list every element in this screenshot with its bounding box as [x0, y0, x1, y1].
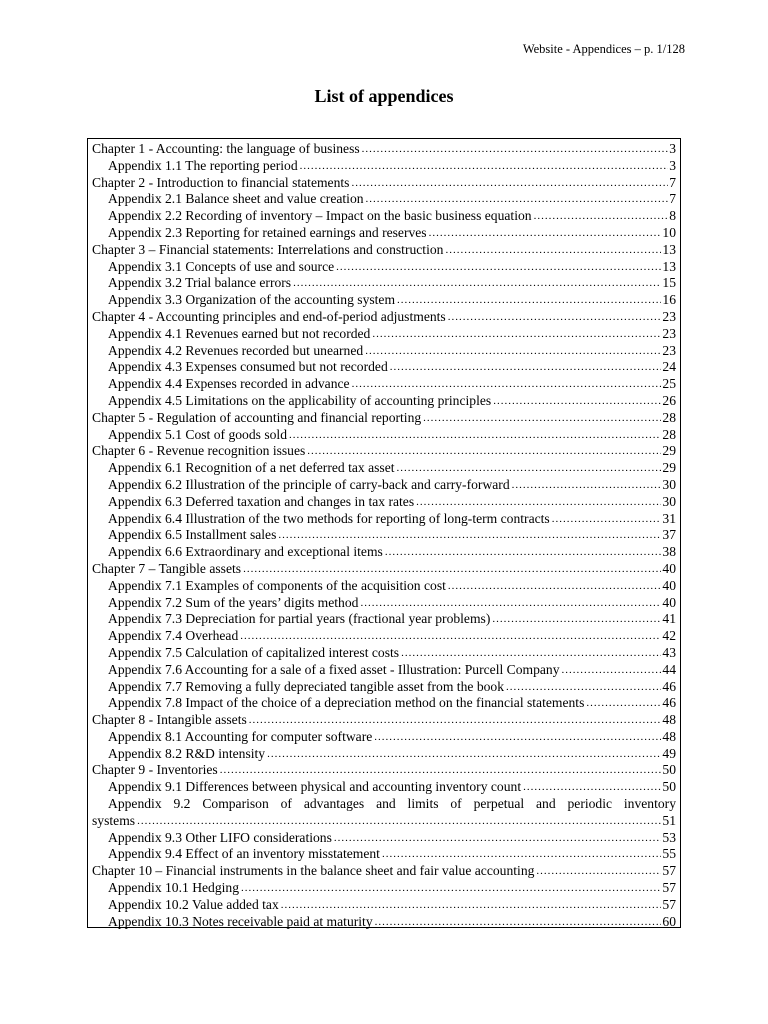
toc-entry-appendix[interactable] [92, 662, 676, 679]
dot-leader [512, 477, 662, 494]
dot-leader [448, 578, 662, 595]
toc-entry-label: Appendix 4.1 Revenues earned but not recorded [108, 325, 371, 341]
toc-page-number: 30 [662, 493, 676, 509]
toc-entry-label: Appendix 6.3 Deferred taxation and changes in tax rates [108, 493, 415, 509]
toc-entry-appendix[interactable] [92, 208, 676, 225]
toc-entry-label: Appendix 6.1 Recognition of a net deferred tax asset [108, 460, 395, 476]
toc-entry-appendix[interactable] [92, 460, 676, 477]
toc-entry-label: Chapter 7 – Tangible assets [92, 560, 242, 576]
toc-entry-label: Chapter 8 - Intangible assets [92, 712, 247, 728]
toc-entry-label: Appendix 7.6 Accounting for a sale of a fixed asset - Illustration: Purcell Company [108, 661, 560, 677]
dot-leader [562, 662, 662, 679]
toc-entry-chapter[interactable] [92, 309, 676, 326]
toc-page-number: 13 [662, 258, 676, 274]
toc-entry-appendix[interactable] [92, 846, 676, 863]
dot-leader [448, 309, 662, 326]
toc-page-number: 44 [662, 661, 676, 677]
toc-entry-label: Appendix 4.3 Expenses consumed but not recorded [108, 359, 388, 375]
toc-entry-label: Appendix 9.4 Effect of an inventory misstatement [108, 846, 380, 862]
toc-entry-appendix[interactable] [92, 544, 676, 561]
dot-leader [281, 897, 662, 914]
toc-entry-label: Appendix 3.2 Trial balance errors [108, 275, 292, 291]
toc-entry-label: Appendix 4.5 Limitations on the applicability of accounting principles [108, 392, 492, 408]
toc-page-number: 31 [662, 510, 676, 526]
toc-page-number: 40 [662, 577, 676, 593]
dot-leader [240, 628, 661, 645]
toc-entry-appendix[interactable] [92, 796, 676, 830]
toc-page-number: 23 [662, 325, 676, 341]
dot-leader [423, 410, 661, 427]
toc-page-number: 57 [662, 896, 676, 912]
toc-entry-appendix[interactable] [92, 158, 676, 175]
toc-page-number: 37 [662, 527, 676, 543]
toc-entry-label: Appendix 9.1 Differences between physical and accounting inventory count [108, 779, 522, 795]
dot-leader [493, 393, 661, 410]
toc-page-number: 3 [669, 157, 676, 173]
toc-entry-chapter[interactable] [92, 175, 676, 192]
dot-leader [351, 175, 668, 192]
dot-leader [307, 443, 661, 460]
toc-entry-appendix[interactable] [92, 427, 676, 444]
toc-page-number: 7 [669, 191, 676, 207]
toc-page-number: 23 [662, 342, 676, 358]
toc-entry-label: Appendix 2.2 Recording of inventory – Impact on the basic business equation [108, 208, 532, 224]
toc-entry-label: Appendix 6.2 Illustration of the principle of carry-back and carry-forward [108, 476, 510, 492]
dot-leader [523, 779, 661, 796]
toc-page-number: 50 [662, 762, 676, 778]
toc-entry-label: Appendix 7.1 Examples of components of the acquisition cost [108, 577, 446, 593]
toc-entry-label: Appendix 8.1 Accounting for computer software [108, 728, 373, 744]
toc-page-number: 10 [662, 224, 676, 240]
dot-leader [137, 813, 661, 830]
toc-page-number: 46 [662, 678, 676, 694]
toc-page-number: 40 [662, 594, 676, 610]
toc-entry-label: Appendix 6.6 Extraordinary and exceptional items [108, 544, 383, 560]
dot-leader [382, 846, 661, 863]
toc-page-number: 38 [662, 544, 676, 560]
toc-entry-chapter[interactable] [92, 242, 676, 259]
toc-entry-label: Appendix 9.2 Comparison of advantages and limits of perpetual and periodic inventory [108, 796, 676, 812]
dot-leader [267, 746, 661, 763]
toc-entry-appendix[interactable] [92, 679, 676, 696]
toc-page-number: 13 [662, 241, 676, 257]
toc-entry-chapter[interactable] [92, 141, 676, 158]
toc-entry-label: Appendix 1.1 The reporting period [108, 157, 298, 173]
dot-leader [397, 292, 661, 309]
toc-page-number: 29 [662, 443, 676, 459]
toc-entry-appendix[interactable] [92, 494, 676, 511]
toc-entry-appendix[interactable] [92, 779, 676, 796]
toc-entry-label: Appendix 7.3 Depreciation for partial years (fractional year problems) [108, 611, 491, 627]
dot-leader [362, 141, 669, 158]
dot-leader [390, 359, 662, 376]
toc-entry-appendix[interactable] [92, 527, 676, 544]
toc-page-number: 24 [662, 359, 676, 375]
toc-entry-appendix[interactable] [92, 628, 676, 645]
toc-entry-label: Appendix 4.4 Expenses recorded in advance [108, 376, 350, 392]
toc-page-number: 49 [662, 745, 676, 761]
toc-page-number: 40 [662, 560, 676, 576]
dot-leader [401, 645, 661, 662]
toc-page-number: 43 [662, 644, 676, 660]
dot-leader [552, 511, 662, 528]
dot-leader [243, 561, 661, 578]
toc-entry-appendix[interactable] [92, 225, 676, 242]
toc-page-number: 46 [662, 695, 676, 711]
toc-entry-label: Appendix 6.4 Illustration of the two methods for reporting of long-term contracts [108, 510, 550, 526]
toc-page-number: 60 [662, 913, 676, 929]
toc-entry-appendix[interactable] [92, 326, 676, 343]
toc-entry-label: Appendix 7.8 Impact of the choice of a depreciation method on the financial statements [108, 695, 585, 711]
toc-entry-label: Appendix 4.2 Revenues recorded but unearned [108, 342, 364, 358]
toc-entry-label: Appendix 2.3 Reporting for retained earnings and reserves [108, 224, 427, 240]
toc-entry-appendix[interactable] [92, 880, 676, 897]
toc-entry-label: Chapter 3 – Financial statements: Interrelations and construction [92, 241, 444, 257]
toc-entry-appendix[interactable] [92, 292, 676, 309]
dot-leader [375, 914, 662, 931]
toc-entry-appendix[interactable] [92, 914, 676, 931]
dot-leader [289, 427, 661, 444]
toc-entry-chapter[interactable] [92, 443, 676, 460]
dot-leader [429, 225, 662, 242]
toc-page-number: 15 [662, 275, 676, 291]
running-header: Website - Appendices – p. 1/128 [522, 42, 685, 56]
toc-entry-appendix[interactable] [92, 343, 676, 360]
toc-entry-label: Appendix 10.3 Notes receivable paid at maturity [108, 913, 373, 929]
dot-leader [366, 191, 669, 208]
toc-entry-label: Appendix 8.2 R&D intensity [108, 745, 266, 761]
toc-page-number: 8 [669, 208, 676, 224]
toc-entry-label: Chapter 9 - Inventories [92, 762, 218, 778]
toc-entry-label: Appendix 6.5 Installment sales [108, 527, 277, 543]
dot-leader [334, 830, 662, 847]
dot-leader [365, 343, 661, 360]
dot-leader [586, 695, 661, 712]
toc-page-number: 57 [662, 880, 676, 896]
dot-leader [293, 275, 661, 292]
toc-entry-label: Chapter 4 - Accounting principles and end-of-period adjustments [92, 308, 446, 324]
toc-page-number: 48 [662, 712, 676, 728]
dot-leader [374, 729, 661, 746]
toc-entry-appendix[interactable] [92, 897, 676, 914]
dot-leader [445, 242, 661, 259]
toc-entry-label: Appendix 3.1 Concepts of use and source [108, 258, 335, 274]
toc-entry-appendix[interactable] [92, 578, 676, 595]
toc-entry-appendix[interactable] [92, 611, 676, 628]
dot-leader [534, 208, 669, 225]
dot-leader [241, 880, 661, 897]
toc-entry-label: Chapter 1 - Accounting: the language of business [92, 141, 360, 156]
toc-entry-label: Appendix 5.1 Cost of goods sold [108, 426, 287, 442]
toc-page-number: 28 [662, 409, 676, 425]
toc-entry-chapter[interactable] [92, 410, 676, 427]
toc-page-number: 41 [662, 611, 676, 627]
toc-entry-label: Chapter 6 - Revenue recognition issues [92, 443, 306, 459]
toc-entry-chapter[interactable] [92, 561, 676, 578]
toc-entry-appendix[interactable] [92, 376, 676, 393]
toc-entry-label: Appendix 7.4 Overhead [108, 628, 239, 644]
dot-leader [336, 259, 661, 276]
toc-page-number: 30 [662, 476, 676, 492]
toc-page-number: 7 [669, 174, 676, 190]
toc-entry-appendix[interactable] [92, 191, 676, 208]
toc-entry-appendix[interactable] [92, 729, 676, 746]
toc-entry-label: Appendix 7.5 Calculation of capitalized interest costs [108, 644, 400, 660]
toc-entry-label-continued: systems [92, 812, 136, 828]
toc-entry-appendix[interactable] [92, 645, 676, 662]
toc-entry-appendix[interactable] [92, 359, 676, 376]
toc-entry-label: Appendix 9.3 Other LIFO considerations [108, 829, 332, 845]
toc-entry-appendix[interactable] [92, 511, 676, 528]
dot-leader [536, 863, 661, 880]
toc-page-number: 55 [662, 846, 676, 862]
toc-entry-label: Chapter 10 – Financial instruments in the balance sheet and fair value accounting [92, 863, 535, 879]
toc-page-number: 48 [662, 728, 676, 744]
toc-entry-label: Appendix 2.1 Balance sheet and value creation [108, 191, 364, 207]
dot-leader [300, 158, 669, 175]
toc-page-number: 51 [662, 812, 676, 828]
toc-entry-appendix[interactable] [92, 695, 676, 712]
table-of-contents [87, 138, 681, 928]
toc-page-number: 29 [662, 460, 676, 476]
toc-entry-appendix[interactable] [92, 393, 676, 410]
toc-page-number: 26 [662, 392, 676, 408]
dot-leader [397, 460, 662, 477]
toc-entry-label: Appendix 7.7 Removing a fully depreciated tangible asset from the book [108, 678, 505, 694]
dot-leader [385, 544, 662, 561]
toc-entry-label: Chapter 5 - Regulation of accounting and financial reporting [92, 409, 422, 425]
toc-page-number: 28 [662, 426, 676, 442]
dot-leader [278, 527, 661, 544]
toc-entry-chapter[interactable] [92, 712, 676, 729]
dot-leader [492, 611, 661, 628]
toc-entry-label: Appendix 10.2 Value added tax [108, 896, 279, 912]
toc-entry-appendix[interactable] [92, 746, 676, 763]
toc-entry-appendix[interactable] [92, 595, 676, 612]
toc-page-number: 53 [662, 829, 676, 845]
toc-entry-label: Appendix 7.2 Sum of the years’ digits method [108, 594, 359, 610]
toc-page-number: 23 [662, 308, 676, 324]
dot-leader [249, 712, 662, 729]
toc-entry-appendix[interactable] [92, 477, 676, 494]
toc-page-number: 25 [662, 376, 676, 392]
toc-entry-appendix[interactable] [92, 830, 676, 847]
toc-entry-appendix[interactable] [92, 275, 676, 292]
page-title: List of appendices [314, 86, 454, 106]
toc-entry-chapter[interactable] [92, 762, 676, 779]
dot-leader [416, 494, 661, 511]
toc-page-number: 42 [662, 628, 676, 644]
dot-leader [352, 376, 662, 393]
dot-leader [372, 326, 661, 343]
toc-page-number: 50 [662, 779, 676, 795]
toc-entry-label: Appendix 10.1 Hedging [108, 880, 240, 896]
toc-page-number: 57 [662, 863, 676, 879]
dot-leader [220, 762, 662, 779]
toc-page-number: 16 [662, 292, 676, 308]
dot-leader [360, 595, 661, 612]
toc-entry-label: Chapter 2 - Introduction to financial statements [92, 174, 350, 190]
toc-entry-appendix[interactable] [92, 259, 676, 276]
toc-entry-chapter[interactable] [92, 863, 676, 880]
dot-leader [506, 679, 661, 696]
toc-entry-label: Appendix 3.3 Organization of the accounting system [108, 292, 396, 308]
toc-page-number: 3 [669, 141, 676, 156]
